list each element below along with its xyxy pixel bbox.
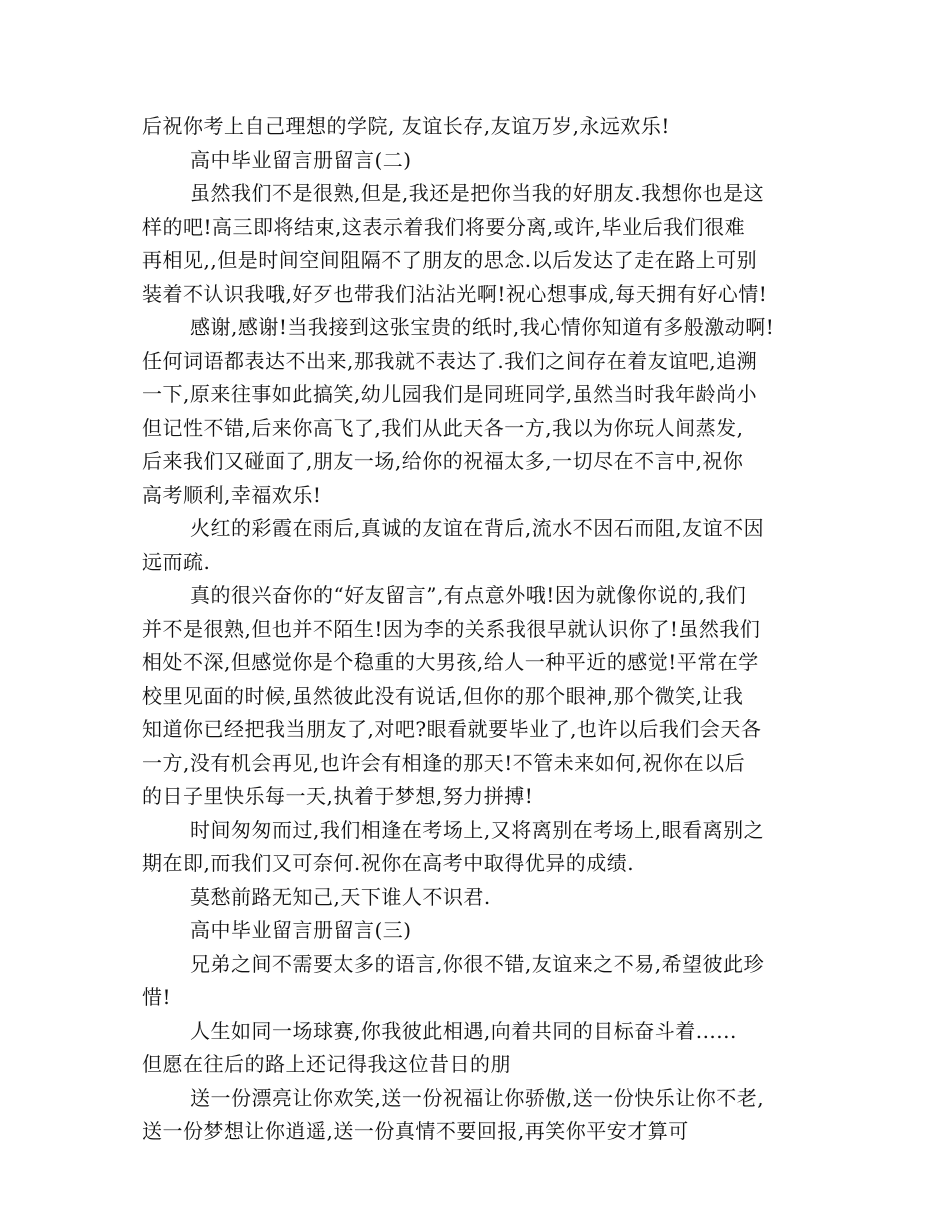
text-line: 一下,原来往事如此搞笑,幼儿园我们是同班同学,虽然当时我年龄尚小 xyxy=(142,382,758,406)
text-line: 并不是很熟,但也并不陌生!因为李的关系我很早就认识你了!虽然我们 xyxy=(142,616,761,641)
text-line: 火红的彩霞在雨后,真诚的友谊在背后,流水不因石而阻,友谊不因 xyxy=(190,516,765,540)
text-line: 期在即,而我们又可奈何.祝你在高考中取得优异的成绩. xyxy=(142,851,635,875)
text-line: 送一份梦想让你逍遥,送一份真情不要回报,再笑你平安才算可 xyxy=(142,1119,689,1143)
text-line: 兄弟之间不需要太多的语言,你很不错,友谊来之不易,希望彼此珍 xyxy=(190,951,765,976)
text-line: 再相见,,但是时间空间阻隔不了朋友的思念.以后发达了走在路上可别 xyxy=(142,248,758,272)
text-line: 真的很兴奋你的“好友留言”,有点意外哦!因为就像你说的,我们 xyxy=(190,583,747,607)
text-line: 远而疏. xyxy=(142,549,211,574)
text-line: 后来我们又碰面了,朋友一场,给你的祝福太多,一切尽在不言中,祝你 xyxy=(142,449,744,473)
text-line: 样的吧!高三即将结束,这表示着我们将要分离,或许,毕业后我们很难 xyxy=(142,214,746,239)
text-line: 后祝你考上自己理想的学院, 友谊长存,友谊万岁,永远欢乐! xyxy=(142,114,670,138)
text-line: 知道你已经把我当朋友了,对吧?眼看就要毕业了,也许以后我们会天各 xyxy=(142,717,762,741)
text-line: 任何词语都表达不出来,那我就不表达了.我们之间存在着友谊吧,追溯 xyxy=(142,348,758,373)
text-line: 感谢,感谢!当我接到这张宝贵的纸时,我心情你知道有多般激动啊! xyxy=(190,315,775,339)
text-line: 人生如同一场球赛,你我彼此相遇,向着共同的目标奋斗着...... xyxy=(190,1018,737,1043)
text-line: 送一份漂亮让你欢笑,送一份祝福让你骄傲,送一份快乐让你不老, xyxy=(190,1085,765,1110)
text-line: 但愿在往后的路上还记得我这位昔日的朋 xyxy=(142,1052,511,1076)
text-line: 虽然我们不是很熟,但是,我还是把你当我的好朋友.我想你也是这 xyxy=(190,181,765,205)
text-line: 一方,没有机会再见,也许会有相逢的那天!不管未来如何,祝你在以后 xyxy=(142,750,746,775)
text-line: 相处不深,但感觉你是个稳重的大男孩,给人一种平近的感觉!平常在学 xyxy=(142,650,759,674)
text-line: 的日子里快乐每一天,执着于梦想,努力拼搏! xyxy=(142,784,534,808)
text-line: 惜! xyxy=(142,985,172,1009)
text-line: 莫愁前路无知己,天下谁人不识君. xyxy=(190,884,491,909)
text-line: 时间匆匆而过,我们相逢在考场上,又将离别在考场上,眼看离别之 xyxy=(190,817,765,842)
text-line: 校里见面的时候,虽然彼此没有说话,但你的那个眼神,那个微笑,让我 xyxy=(142,683,744,708)
text-line: 高考顺利,幸福欢乐! xyxy=(142,482,322,507)
text-line: 高中毕业留言册留言(二) xyxy=(190,147,412,172)
text-line: 高中毕业留言册留言(三) xyxy=(190,918,412,942)
text-line: 装着不认识我哦,好歹也带我们沾沾光啊!祝心想事成,每天拥有好心情! xyxy=(142,281,768,306)
text-line: 但记性不错,后来你高飞了,我们从此天各一方,我以为你玩人间蒸发, xyxy=(142,415,744,440)
